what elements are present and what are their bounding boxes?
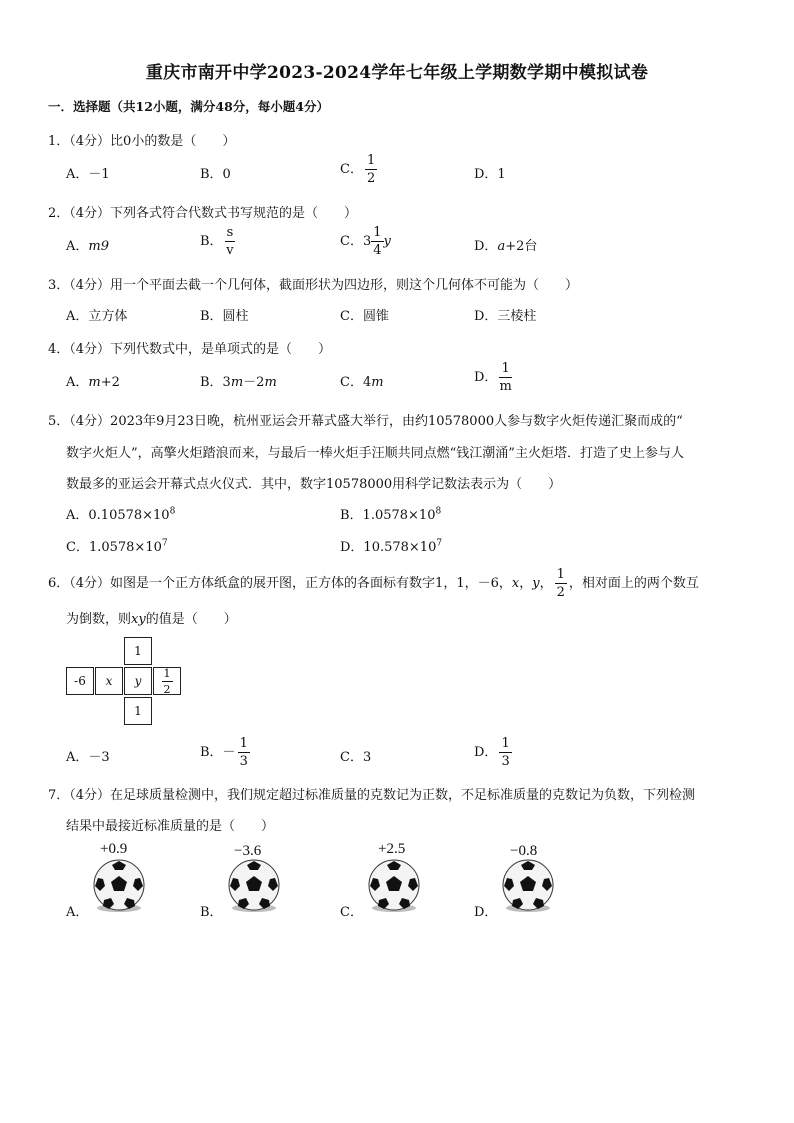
q4-option-d-fraction: [499, 362, 511, 393]
q2-option-a-prefix: A．: [66, 239, 89, 254]
frac-denominator: 2: [556, 585, 565, 600]
q7-option-b-label: −3.6: [234, 843, 262, 859]
q4-option-c: [340, 371, 384, 390]
q6-option-a: A．－3: [66, 750, 110, 765]
q3-option-c: C．圆锥: [340, 309, 389, 324]
q5-option-c: [66, 536, 168, 555]
question-4-stem: 4．（4分）下列代数式中，是单项式的是（ ）: [48, 342, 332, 357]
frac-numerator: s: [226, 225, 234, 240]
frac-numerator: 1: [373, 225, 382, 240]
q6-option-b-prefix: B．－: [200, 745, 236, 760]
q5-option-b-exponent: 8: [435, 506, 442, 517]
frac-numerator: 1: [556, 567, 565, 582]
q6-half-fraction: [555, 568, 567, 599]
q1-option-c: [340, 154, 379, 185]
q4-option-a-var: m: [88, 375, 101, 390]
q2-option-c: [340, 226, 391, 257]
q2-option-d-var: a: [497, 239, 506, 254]
q4-option-a-rest: +2: [100, 375, 120, 390]
q1-option-c-prefix: C．: [340, 162, 363, 177]
q5-option-b-base: B．1.0578×10: [340, 508, 436, 523]
frac-numerator: 1: [366, 153, 376, 168]
q3-option-a: A．立方体: [66, 309, 128, 324]
q6-var-x: x: [511, 576, 520, 591]
net-cell-right: [153, 667, 181, 695]
q7-option-c-letter: C．: [340, 905, 363, 920]
q2-option-b-prefix: B．: [200, 234, 223, 249]
soccer-ball-icon: [365, 858, 423, 914]
q7-option-d-label: −0.8: [510, 843, 538, 859]
q7-option-a-label: +0.9: [100, 841, 128, 857]
q4-option-d-prefix: D．: [474, 370, 498, 385]
question-7-line-1: 7．（4分）在足球质量检测中，我们规定超过标准质量的克数记为正数，不足标准质量的克数记为负数，下列检测: [48, 788, 696, 803]
soccer-ball-icon: [225, 858, 283, 914]
q2-option-d-rest: +2台: [505, 239, 538, 254]
q6-var-y: y: [532, 576, 540, 591]
frac-denominator: m: [499, 379, 512, 394]
q2-option-d-prefix: D．: [474, 239, 498, 254]
question-5-line-2: 数字火炬人”，高擎火炬踏浪而来，与最后一棒火炬手汪顺共同点燃“钱江潮涌”主火炬塔．打造了史上参与人: [66, 446, 684, 461]
q6-line1-text: 6．（4分）如图是一个正方体纸盒的展开图，正方体的各面标有数字1，1，－6，: [48, 576, 512, 591]
q7-option-b-letter: B．: [200, 905, 223, 920]
q4-option-b-var1: m: [230, 375, 244, 390]
q6-option-d-fraction: [499, 737, 511, 768]
q6-var-xy: xy: [131, 612, 146, 627]
q5-option-a-exponent: 8: [169, 506, 176, 517]
q1-option-d: D．1: [474, 167, 506, 182]
frac-denominator: 4: [373, 243, 382, 258]
frac-denominator: 2: [366, 171, 376, 186]
net-cell-bottom: 1: [124, 697, 152, 725]
q2-option-a-expr: m9: [88, 239, 109, 254]
frac-numerator: 1: [501, 736, 510, 751]
q2-option-a: [66, 235, 109, 254]
question-3-stem: 3．（4分）用一个平面去截一个几何体，截面形状为四边形，则这个几何体不可能为（ ）: [48, 278, 579, 293]
q6-comma-2: ，: [539, 576, 553, 591]
question-2-stem: 2．（4分）下列各式符合代数式书写规范的是（ ）: [48, 206, 358, 221]
q4-option-b: [200, 371, 277, 390]
q7-option-a-letter: A．: [66, 905, 89, 920]
q2-option-c-prefix: C．3: [340, 234, 372, 249]
question-1-stem: 1．（4分）比0小的数是（ ）: [48, 134, 236, 149]
q6-line2-text: 为倒数，则: [66, 612, 132, 627]
q1-option-a: A．－1: [66, 167, 110, 182]
q5-option-d-exponent: 7: [436, 538, 443, 549]
net-cell-right-fraction: [162, 668, 173, 695]
q6-comma-1: ，: [519, 576, 533, 591]
frac-denominator: 3: [239, 754, 248, 769]
q4-option-c-prefix: C．4: [340, 375, 372, 390]
q3-option-d: D．三棱柱: [474, 309, 537, 324]
q2-option-b-fraction: [225, 226, 236, 257]
cube-net-diagram: [66, 637, 186, 727]
q3-option-b: B．圆柱: [200, 309, 249, 324]
question-5-line-3: 数最多的亚运会开幕式点火仪式．其中，数字10578000用科学记数法表示为（ ）: [66, 477, 562, 492]
q6-option-d-prefix: D．: [474, 745, 498, 760]
soccer-ball-icon: [90, 858, 148, 914]
q6-option-d: [474, 737, 514, 768]
question-7-line-2: 结果中最接近标准质量的是（ ）: [66, 819, 275, 834]
q5-option-b: [340, 504, 441, 523]
frac-numerator: 1: [239, 736, 248, 751]
q6-line2-tail: 的值是（ ）: [145, 612, 237, 627]
q6-line1-tail: ，相对面上的两个数互: [568, 576, 699, 591]
q4-option-a: [66, 371, 120, 390]
question-6-line-1: [48, 568, 699, 599]
q5-option-a-base: A．0.10578×10: [66, 508, 170, 523]
q2-option-c-fraction: [371, 226, 383, 257]
q6-option-c: C．3: [340, 750, 372, 765]
frac-numerator: 1: [163, 666, 171, 680]
q5-option-c-exponent: 7: [161, 538, 168, 549]
q2-option-c-var: y: [383, 234, 391, 249]
q7-option-d-letter: D．: [474, 905, 498, 920]
q4-option-d: [474, 362, 514, 393]
net-cell-top: 1: [124, 637, 152, 665]
q4-option-b-var2: m: [264, 375, 277, 390]
q1-option-b: B．0: [200, 167, 231, 182]
q1-option-c-fraction: [365, 154, 377, 185]
q5-option-d: [340, 536, 442, 555]
page-title: 重庆市南开中学2023-2024学年七年级上学期数学期中模拟试卷: [145, 63, 649, 83]
q5-option-d-base: D．10.578×10: [340, 540, 437, 555]
q4-option-b-prefix: B．3: [200, 375, 231, 390]
q4-option-c-var: m: [371, 375, 384, 390]
net-cell-y: y: [124, 667, 152, 695]
q7-option-c-label: +2.5: [378, 841, 406, 857]
frac-numerator: 1: [499, 362, 511, 378]
question-5-line-1: 5．（4分）2023年9月23日晚，杭州亚运会开幕式盛大举行，由约10578000人参与数字火炬传递汇聚而成的“: [48, 414, 683, 429]
net-cell-x: x: [95, 667, 123, 695]
q4-option-b-mid: －2: [243, 375, 265, 390]
question-6-line-2: [66, 608, 237, 627]
net-cell-left: -6: [66, 667, 94, 695]
soccer-ball-icon: [499, 858, 557, 914]
q6-option-b: [200, 737, 252, 768]
frac-denominator: 2: [163, 682, 171, 696]
q5-option-c-base: C．1.0578×10: [66, 540, 162, 555]
q6-option-b-fraction: [238, 737, 250, 768]
q2-option-b: [200, 226, 237, 257]
section-heading: 一．选择题（共12小题，满分48分，每小题4分）: [48, 99, 329, 114]
frac-denominator: 3: [501, 754, 510, 769]
q2-option-d: [474, 235, 537, 254]
frac-denominator: v: [226, 243, 234, 258]
q4-option-a-prefix: A．: [66, 375, 89, 390]
q5-option-a: [66, 504, 175, 523]
